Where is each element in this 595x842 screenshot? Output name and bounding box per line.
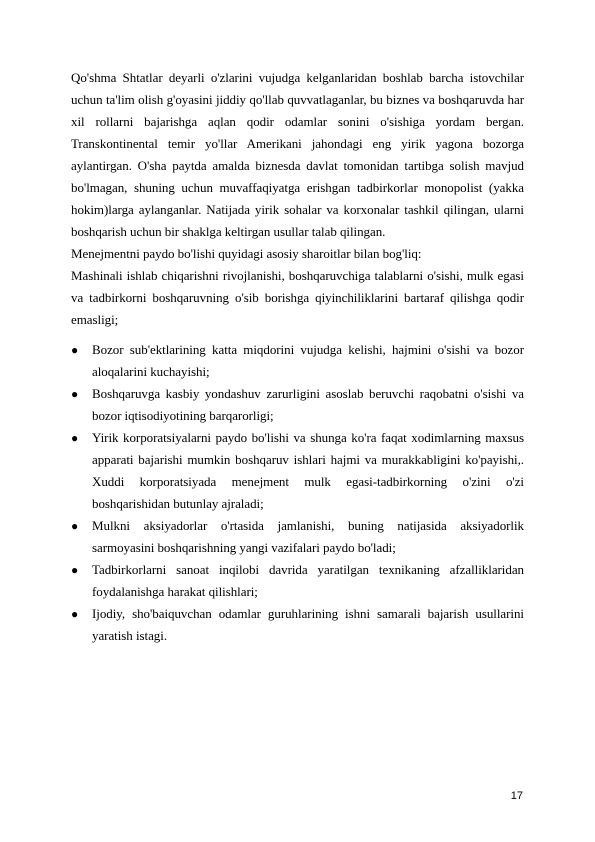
- bullet-icon: ●: [71, 607, 79, 621]
- list-item-text: Yirik korporatsiyalarni paydo bo'lishi va shunga ko'ra faqat xodimlarning maxsus apparati bajarishi mumkin boshqaruv ishlari hajmi va murakkabligini ko'payishi,. Xuddi korporatsiyada menejment mulk egasi-tadbirkorning o'zini o'zi boshqarishidan butunlay ajraladi;: [92, 430, 524, 511]
- paragraph-conditions-intro: Menejmentni paydo bo'lishi quyidagi asosiy sharoitlar bilan bog'liq:: [71, 246, 422, 261]
- bullet-icon: ●: [71, 431, 79, 445]
- document-body: [71, 67, 524, 647]
- bullet-icon: ●: [71, 563, 79, 577]
- list-item: [71, 427, 524, 515]
- list-item: [71, 515, 524, 559]
- list-item: [71, 383, 524, 427]
- conditions-list: [71, 339, 524, 647]
- list-item: [71, 603, 524, 647]
- list-item: [71, 559, 524, 603]
- bullet-icon: ●: [71, 519, 79, 533]
- bullet-icon: ●: [71, 343, 79, 357]
- list-item-text: Mulkni aksiyadorlar o'rtasida jamlanishi, buning natijasida aksiyadorlik sarmoyasini boshqarishning yangi vazifalari paydo bo'ladi;: [92, 518, 524, 555]
- bullet-icon: ●: [71, 387, 79, 401]
- page-number: 17: [510, 790, 523, 802]
- list-item-text: Ijodiy, sho'baiquvchan odamlar guruhlarining ishni samarali bajarish usullarini yaratish istagi.: [92, 606, 524, 643]
- list-item-text: Tadbirkorlarni sanoat inqilobi davrida yaratilgan texnikaning afzalliklaridan foydalanishga harakat qilishlari;: [92, 562, 524, 599]
- list-item-text: Boshqaruvga kasbiy yondashuv zarurligini asoslab beruvchi raqobatni o'sishi va bozor iqtisodiyotining barqarorligi;: [92, 386, 524, 423]
- list-item-text: Bozor sub'ektlarining katta miqdorini vujudga kelishi, hajmini o'sishi va bozor aloqalarini kuchayishi;: [92, 342, 524, 379]
- list-item: [71, 339, 524, 383]
- paragraph-machine-production: Mashinali ishlab chiqarishni rivojlanishi, boshqaruvchiga talablarni o'sishi, mulk egasi va tadbirkorni boshqaruvning o'sib borishga qiyinchiliklarini bartaraf qilishga qodir emasligi;: [71, 268, 524, 327]
- paragraph-history: Qo'shma Shtatlar deyarli o'zlarini vujudga kelganlaridan boshlab barcha istovchilar uchun ta'lim olish g'oyasini jiddiy qo'llab quvvatlaganlar, bu biznes va boshqaruvda har xil rollarni bajarishga aqlan qodir odamlar sonini o'sishiga yordam bergan. Transkontinental temir yo'llar Amerikani jahondagi eng yirik yagona bozorga aylantirgan. O'sha paytda amalda biznesda davlat tomonidan tartibga solish mavjud bo'lmagan, shuning uchun muvaffaqiyatga erishgan tadbirkorlar monopolist (yakka hokim)larga aylanganlar. Natijada yirik sohalar va korxonalar tashkil qilingan, ularni boshqarish uchun bir shaklga keltirgan usullar talab qilingan.: [71, 70, 524, 239]
